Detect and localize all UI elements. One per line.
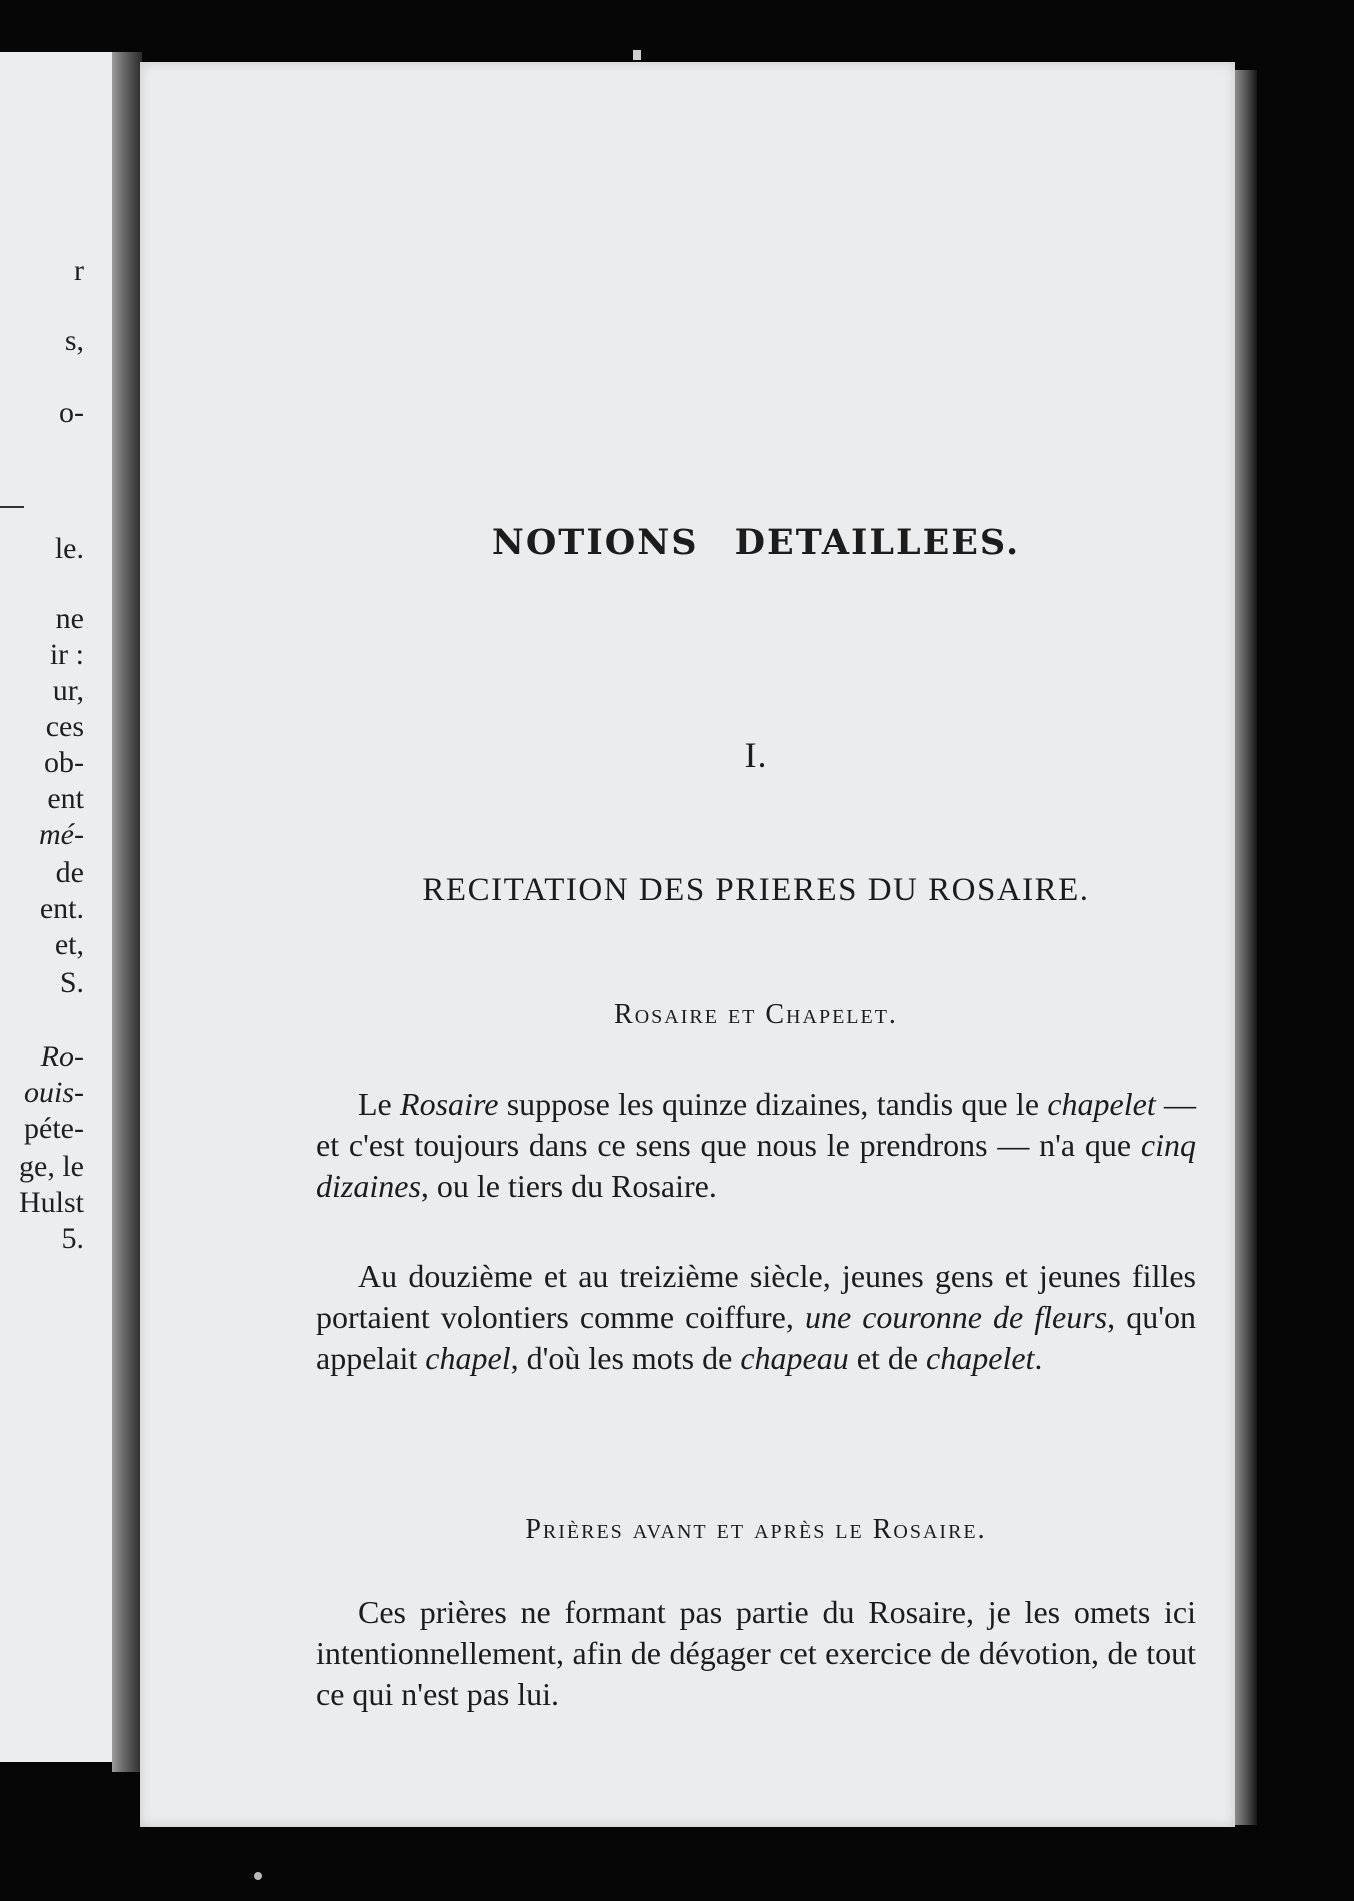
left-page-text-fragment: ur, [52, 674, 84, 707]
page-right-edge [1235, 70, 1257, 1825]
text-run: , qu'on appelait [316, 1299, 1197, 1376]
text-run: , ou le tiers du Rosaire. [420, 1168, 717, 1204]
text-run: — et c'est toujours dans ce sens que nous le prendrons — n'a que [316, 1086, 1196, 1163]
paragraph-etymology [316, 1256, 1196, 1379]
section-number: I. [744, 735, 768, 775]
subheading-rosaire-chapelet: Rosaire et Chapelet. [614, 999, 898, 1030]
left-page-text-fragment: r [74, 254, 84, 287]
left-page-text-fragment: ob- [44, 746, 84, 779]
text-run: et de [848, 1340, 927, 1376]
italic-term: chapeau [740, 1340, 849, 1376]
left-page-text-fragment: s, [64, 324, 84, 357]
italic-term: cinq dizaines [316, 1127, 1196, 1204]
main-title: NOTIONS DETAILLEES. [491, 522, 1021, 563]
italic-term: chapelet [926, 1340, 1035, 1376]
italic-term: chapelet [1047, 1086, 1156, 1122]
left-page-text-fragment: Ro- [40, 1040, 84, 1073]
left-page-text-fragment: le. [54, 532, 84, 565]
right-page [140, 62, 1235, 1827]
left-page-text-fragment: ne [55, 602, 84, 635]
left-page-fragment [0, 52, 128, 1762]
italic-term: Rosaire [400, 1086, 499, 1122]
left-page-text-fragment: o- [59, 396, 84, 429]
scan-speck-bottom [254, 1872, 262, 1880]
left-page-text-fragment: ir : [49, 638, 84, 671]
text-run: . [1034, 1340, 1043, 1376]
left-page-text-fragment: ent [47, 782, 84, 815]
left-page-text-fragment: ent. [39, 892, 84, 925]
left-page-text-fragment: 5. [61, 1222, 84, 1255]
left-page-text-fragment: ouis- [24, 1076, 84, 1109]
text-run: , d'où les mots de [510, 1340, 741, 1376]
left-page-text-fragment: Hulst [18, 1186, 84, 1219]
left-page-text-fragment: ces [45, 710, 84, 743]
section-title: RECITATION DES PRIERES DU ROSAIRE. [422, 872, 1090, 908]
left-page-text-fragment: péte- [24, 1112, 84, 1145]
italic-term: une couronne de fleurs [804, 1299, 1108, 1335]
paragraph-prieres: Ces prières ne formant pas partie du Rosaire, je les omets ici intentionnellement, afin de dégager cet exercice de dévotion, de tout ce qui n'est pas lui. [316, 1594, 1196, 1712]
text-run: Au douzième et au treizième siècle, jeunes gens et jeunes filles portaient volontiers comme coiffure, [316, 1258, 1196, 1335]
scan-speck-top [633, 50, 641, 60]
left-page-text-fragment: mé- [39, 818, 84, 851]
left-page-text-fragment: ge, le [19, 1150, 84, 1183]
paragraph-rosaire-definition [316, 1084, 1196, 1207]
text-run: suppose les quinze dizaines, tandis que le [498, 1086, 1048, 1122]
left-page-text-fragment: S. [59, 966, 84, 999]
subheading-prieres: Prières avant et après le Rosaire. [525, 1514, 987, 1545]
left-page-text-fragment: et, [54, 928, 84, 961]
italic-term: chapel [425, 1340, 511, 1376]
left-page-rule [0, 506, 24, 508]
left-page-text-fragment: de [55, 856, 84, 889]
book-binding-edge [112, 52, 142, 1772]
text-run: Le [358, 1086, 401, 1122]
